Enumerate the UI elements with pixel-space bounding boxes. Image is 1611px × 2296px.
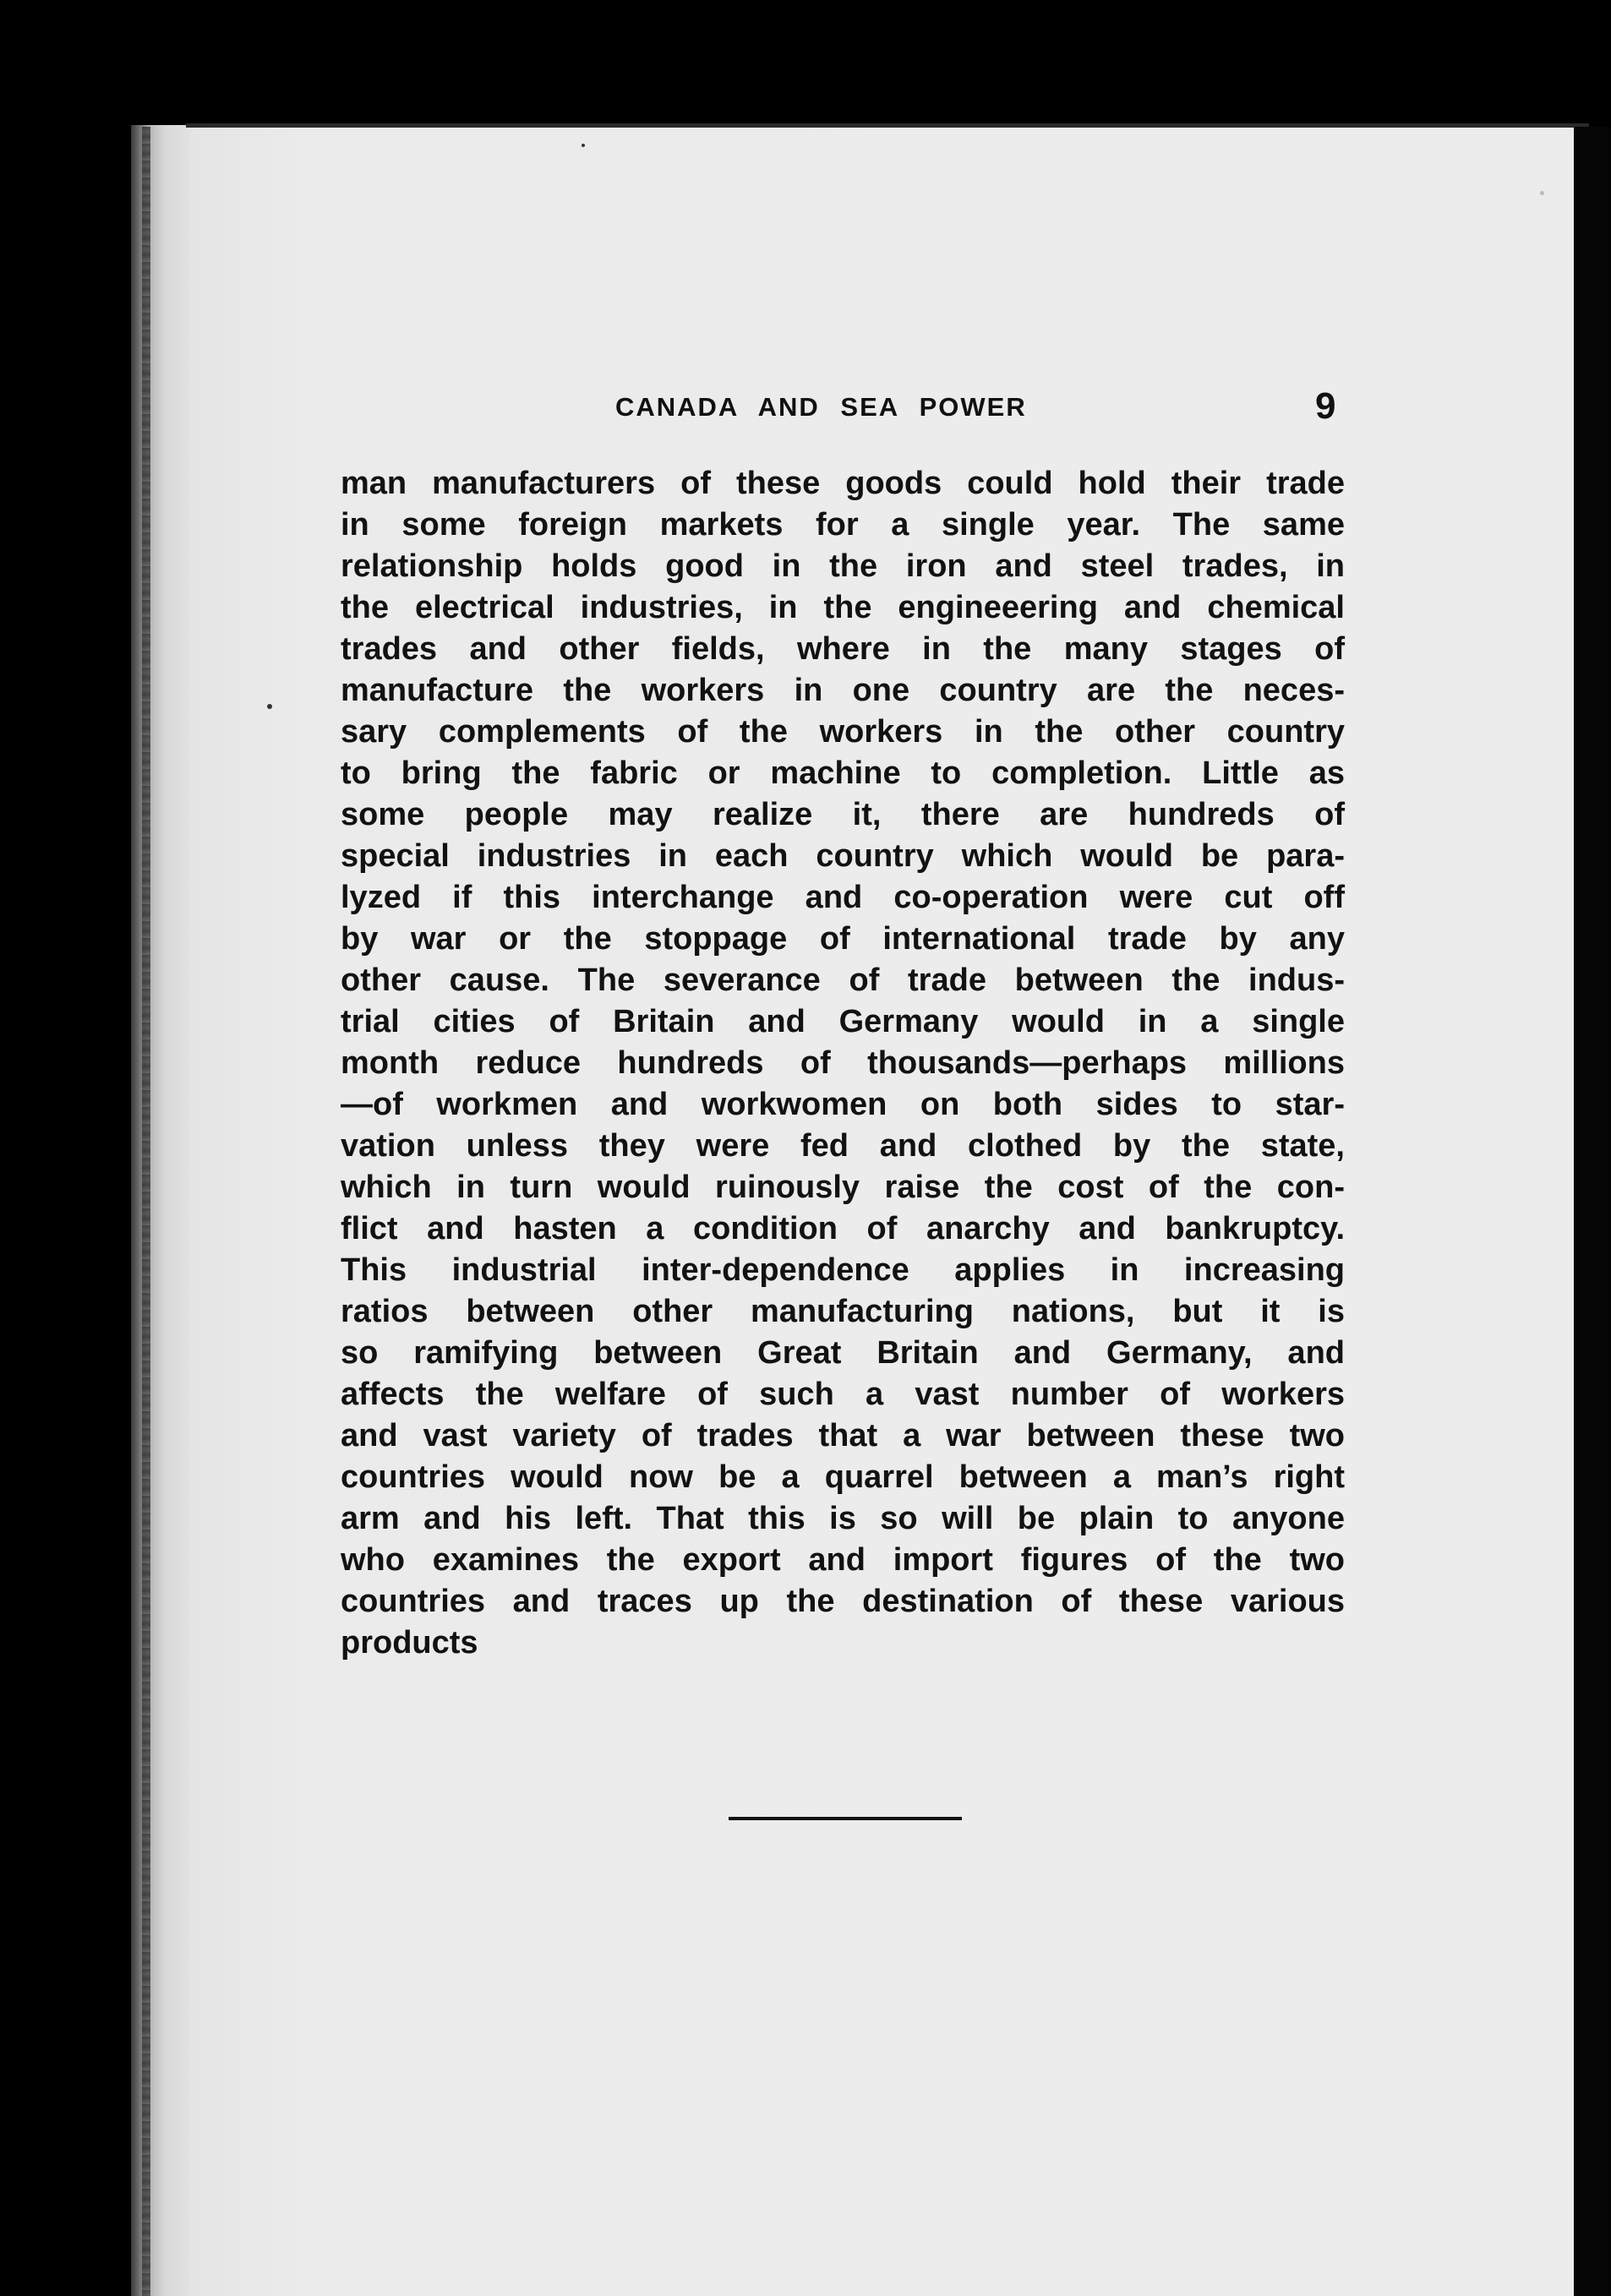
text-line: trial cities of Britain and Germany would in a single — [341, 1004, 1345, 1039]
text-line: products — [341, 1625, 478, 1661]
text-line: to bring the fabric or machine to completion. Little as — [341, 755, 1345, 791]
scan-speck — [582, 144, 585, 147]
text-line: the electrical industries, in the engineeering and chemical — [341, 590, 1345, 625]
text-line: countries would now be a quarrel between a man’s right — [341, 1459, 1345, 1495]
text-line: lyzed if this interchange and co-operation were cut off — [341, 880, 1345, 915]
text-line: arm and his left. That this is so will be plain to anyone — [341, 1501, 1345, 1536]
text-line: man manufacturers of these goods could hold their trade — [341, 466, 1345, 501]
text-line: trades and other fields, where in the many stages of — [341, 631, 1345, 667]
text-line: manufacture the workers in one country are the neces- — [341, 673, 1345, 708]
running-header — [338, 387, 1352, 438]
text-line: by war or the stoppage of international trade by any — [341, 921, 1345, 957]
text-line: sary complements of the workers in the other country — [341, 714, 1345, 750]
text-line: relationship holds good in the iron and steel trades, in — [341, 548, 1345, 584]
text-line: This industrial inter-dependence applies in increasing — [341, 1252, 1345, 1288]
binding-edge — [142, 127, 150, 2296]
body-paragraph — [341, 463, 1345, 1664]
text-line: which in turn would ruinously raise the cost of the con- — [341, 1170, 1345, 1205]
text-line: some people may realize it, there are hundreds of — [341, 797, 1345, 832]
running-title: CANADA AND SEA POWER — [615, 392, 1027, 422]
text-line: and vast variety of trades that a war between these two — [341, 1418, 1345, 1453]
text-line: ratios between other manufacturing nations, but it is — [341, 1294, 1345, 1329]
text-line: so ramifying between Great Britain and Germany, and — [341, 1335, 1345, 1371]
text-line: —of workmen and workwomen on both sides to star- — [341, 1087, 1345, 1122]
page-binding-shadow — [131, 125, 190, 2296]
page-number: 9 — [1315, 385, 1336, 427]
scan-right-border — [1574, 127, 1611, 2296]
text-line: who examines the export and import figures of the two — [341, 1542, 1345, 1578]
text-line: countries and traces up the destination of these various — [341, 1584, 1345, 1619]
text-line: in some foreign markets for a single year. The same — [341, 507, 1345, 543]
text-line: month reduce hundreds of thousands—perhaps millions — [341, 1045, 1345, 1081]
page-top-edge — [186, 123, 1589, 128]
text-line: other cause. The severance of trade between the indus- — [341, 963, 1345, 998]
text-line: flict and hasten a condition of anarchy and bankruptcy. — [341, 1211, 1345, 1246]
text-line: affects the welfare of such a vast number of workers — [341, 1377, 1345, 1412]
scan-speck — [267, 704, 272, 709]
section-end-rule — [729, 1817, 962, 1820]
scan-speck — [1540, 191, 1544, 195]
text-line: vation unless they were fed and clothed by the state, — [341, 1128, 1345, 1164]
text-line: special industries in each country which would be para- — [341, 838, 1345, 874]
